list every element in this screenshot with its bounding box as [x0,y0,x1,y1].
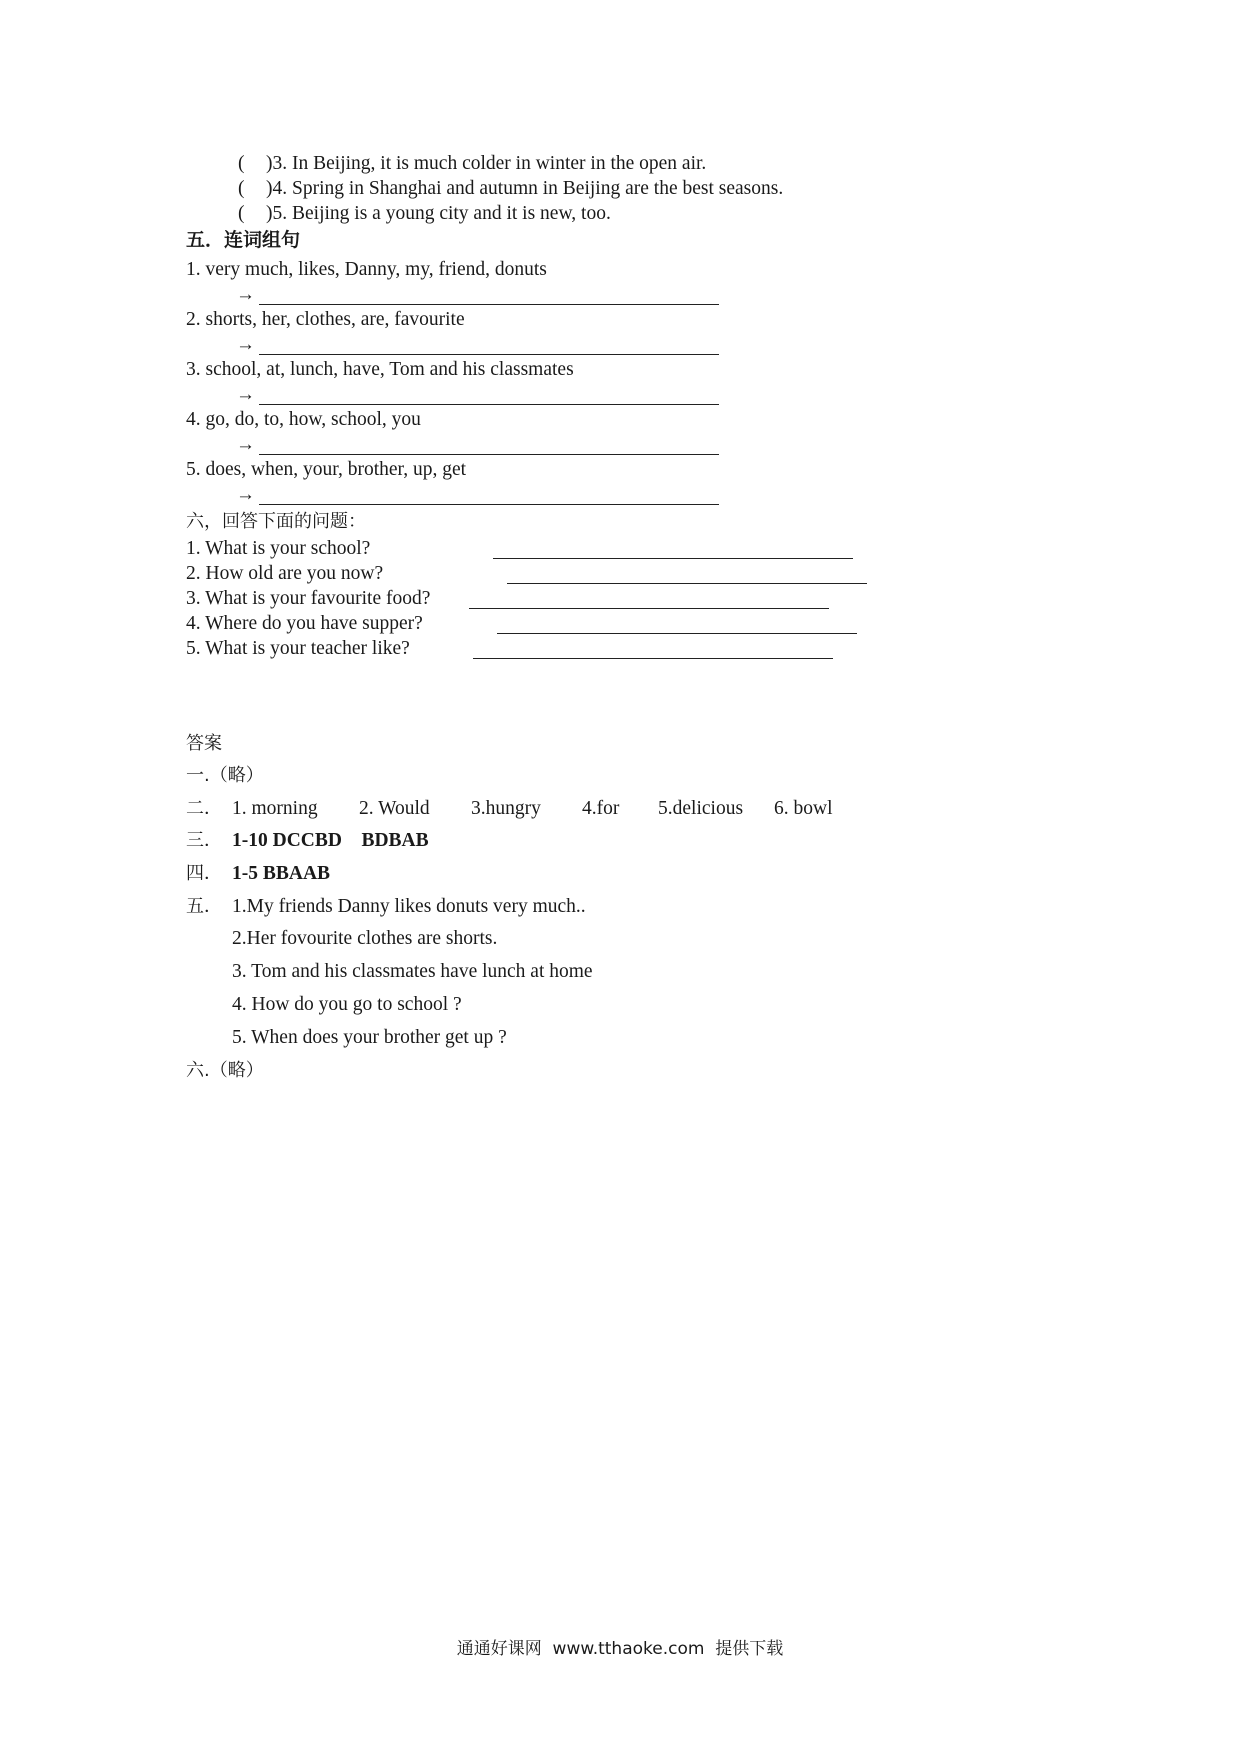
judgement-text: )3. In Beijing, it is much colder in winter in the open air. [266,153,707,174]
answer-blank[interactable] [497,633,857,634]
question: 1. What is your school? [186,538,371,559]
arrow-icon: → [236,284,255,305]
answer-word: 4.for [582,798,620,819]
answer-label: 四． [186,863,222,884]
arrow-icon: → [236,384,255,405]
answer-word: 5.delicious [658,798,744,819]
judgement-text: )4. Spring in Shanghai and autumn in Beijing are the best seasons. [266,178,784,199]
word-order-prompt: 4. go, do, to, how, school, you [186,409,421,430]
answers-heading: 答案 [186,733,222,754]
answer-line-3 [186,829,429,853]
word-order-prompt: 3. school, at, lunch, have, Tom and his classmates [186,359,574,380]
answer-sentence: 2.Her fovourite clothes are shorts. [232,928,498,949]
answer-blank[interactable] [259,354,719,355]
answer-line-6: 六.（略） [186,1060,264,1081]
footer-credit: 通通好课网 www.tthaoke.com 提供下载 [456,1639,784,1659]
answer-blank[interactable] [473,658,833,659]
judgement-item: ( )4. Spring in Shanghai and autumn in Beijing are the best seasons. [238,178,784,199]
answer-blank[interactable] [259,454,719,455]
answer-label: 五． [186,896,222,917]
answer-sentence: 3. Tom and his classmates have lunch at home [232,961,593,982]
judgement-item: ( )5. Beijing is a young city and it is new, too. [238,203,611,224]
answer-word: 1. morning [232,798,318,819]
answer-line-5 [186,895,586,919]
arrow-icon: → [236,484,255,505]
judgement-text: )5. Beijing is a young city and it is new, too. [266,203,611,224]
question: 5. What is your teacher like? [186,638,410,659]
answer-blank[interactable] [259,404,719,405]
arrow-icon: → [236,434,255,455]
answer-sentence: 4. How do you go to school ? [232,994,462,1015]
word-order-prompt: 2. shorts, her, clothes, are, favourite [186,309,465,330]
answer-word: 2. Would [359,798,430,819]
word-order-prompt: 5. does, when, your, brother, up, get [186,459,467,480]
answer-blank[interactable] [507,583,867,584]
answer-line-1: 一.（略） [186,765,264,786]
section-heading: 五．连词组句 [186,229,301,251]
answer-blank[interactable] [259,504,719,505]
answer-blank[interactable] [469,608,829,609]
question: 3. What is your favourite food? [186,588,431,609]
answer-blank[interactable] [259,304,719,305]
answer-text: 1-10 DCCBD BDBAB [232,830,429,851]
answer-text: 1-5 BBAAB [232,863,331,884]
answer-sentence: 5. When does your brother get up ? [232,1027,507,1048]
answer-line-4 [186,862,330,886]
answer-word: 6. bowl [774,798,833,819]
answer-blank[interactable] [493,558,853,559]
answer-label: 三． [186,830,222,851]
word-order-prompt: 1. very much, likes, Danny, my, friend, donuts [186,259,547,280]
answer-line-2 [186,797,231,821]
judgement-item: ( )3. In Beijing, it is much colder in winter in the open air. [238,153,707,174]
answer-sentence: 1.My friends Danny likes donuts very much.. [232,896,586,917]
section-heading: 六，回答下面的问题： [186,511,366,532]
answer-word: 3.hungry [471,798,541,819]
question: 4. Where do you have supper? [186,613,423,634]
question: 2. How old are you now? [186,563,384,584]
arrow-icon: → [236,334,255,355]
answer-label: 二． [186,798,222,819]
